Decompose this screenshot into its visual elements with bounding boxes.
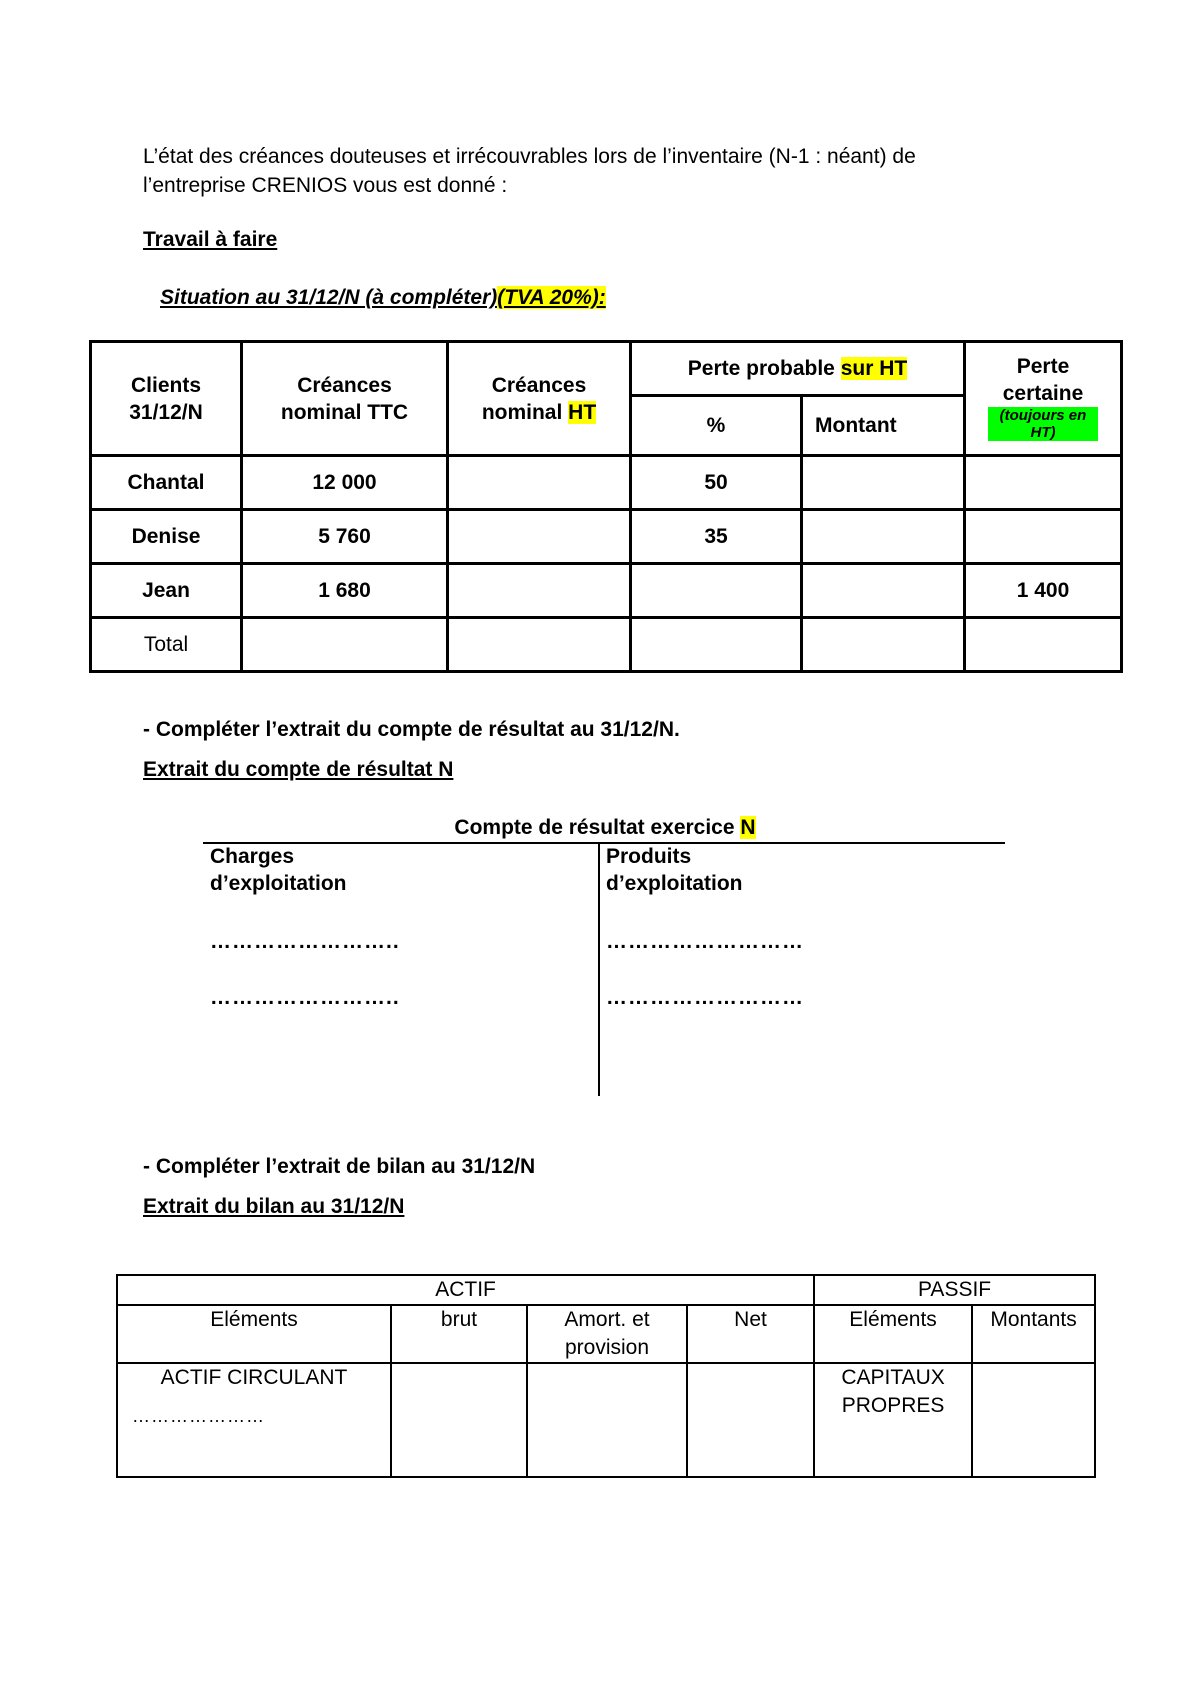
table-row [91, 456, 1122, 510]
table-row [91, 564, 1122, 618]
header-montant: Montant [802, 396, 965, 456]
travail-heading: Travail à faire [143, 228, 278, 251]
situation-heading [160, 286, 606, 310]
cell-montant [802, 618, 965, 672]
header-perte-certaine: Perte certaine (toujours en HT) [965, 342, 1122, 456]
cell-certaine: 1 400 [965, 564, 1122, 618]
cell-ht [448, 564, 631, 618]
cell-amort [527, 1363, 687, 1477]
cell-client: Total [91, 618, 242, 672]
cell-client: Jean [91, 564, 242, 618]
charges-dots-1: …………………….. [210, 930, 400, 953]
cell-ht [448, 456, 631, 510]
cell-capitaux-propres: CAPITAUX PROPRES [814, 1363, 972, 1477]
table-row-total [91, 618, 1122, 672]
cell-client: Denise [91, 510, 242, 564]
creances-table [89, 340, 1123, 673]
perte-certaine-note: (toujours en HT) [988, 407, 1098, 441]
cell-net [687, 1363, 814, 1477]
charges-header: Charges d’exploitation [210, 845, 347, 895]
actif-dots: ………………… [132, 1406, 265, 1426]
produits-dots-1: ……………………… [606, 930, 804, 953]
cell-ttc [242, 618, 448, 672]
intro-line-2: l’entreprise CRENIOS vous est donné : [143, 174, 508, 197]
cell-ttc: 1 680 [242, 564, 448, 618]
produits-dots-2: ……………………… [606, 986, 804, 1009]
cell-ttc: 5 760 [242, 510, 448, 564]
situation-prefix: Situation au 31/12/N (à compléter) [160, 286, 498, 309]
cell-ht [448, 618, 631, 672]
situation-highlight: (TVA 20%): [497, 286, 606, 309]
header-amort: Amort. et provision [527, 1305, 687, 1363]
actif-header: ACTIF [117, 1275, 814, 1305]
compte-resultat-title: Compte de résultat exercice N [454, 816, 756, 839]
cell-ht [448, 510, 631, 564]
cell-certaine [965, 456, 1122, 510]
cell-actif-circulant: ACTIF CIRCULANT ………………… [117, 1363, 391, 1477]
task-compte-resultat: - Compléter l’extrait du compte de résultat au 31/12/N. [143, 718, 680, 741]
passif-header: PASSIF [814, 1275, 1095, 1305]
header-percent: % [631, 396, 802, 456]
table-row [91, 510, 1122, 564]
cell-client: Chantal [91, 456, 242, 510]
cell-pct [631, 618, 802, 672]
cell-certaine [965, 510, 1122, 564]
header-montants: Montants [972, 1305, 1095, 1363]
t-account-vertical-line [598, 842, 600, 1096]
extrait-bilan-heading: Extrait du bilan au 31/12/N [143, 1195, 405, 1218]
header-brut: brut [391, 1305, 527, 1363]
cell-pct: 35 [631, 510, 802, 564]
header-elements-passif: Eléments [814, 1305, 972, 1363]
cell-montant [802, 510, 965, 564]
cell-pct: 50 [631, 456, 802, 510]
produits-header: Produits d’exploitation [606, 845, 743, 895]
cell-ttc: 12 000 [242, 456, 448, 510]
intro-line-1: L’état des créances douteuses et irrécouvrables lors de l’inventaire (N-1 : néant) de [143, 145, 916, 168]
cell-montant [802, 456, 965, 510]
cell-brut [391, 1363, 527, 1477]
header-net: Net [687, 1305, 814, 1363]
cell-montant [802, 564, 965, 618]
extrait-resultat-heading: Extrait du compte de résultat N [143, 758, 454, 781]
cell-montants [972, 1363, 1095, 1477]
header-perte-probable: Perte probable sur HT [631, 342, 965, 396]
cell-pct [631, 564, 802, 618]
cell-certaine [965, 618, 1122, 672]
charges-dots-2: …………………….. [210, 986, 400, 1009]
header-creances-ht: Créances nominal HT [448, 342, 631, 456]
intro-paragraph [143, 142, 1103, 200]
header-elements: Eléments [117, 1305, 391, 1363]
header-creances-ttc: Créances nominal TTC [242, 342, 448, 456]
task-bilan: - Compléter l’extrait de bilan au 31/12/N [143, 1155, 536, 1178]
header-clients: Clients 31/12/N [91, 342, 242, 456]
bilan-table [116, 1274, 1096, 1478]
